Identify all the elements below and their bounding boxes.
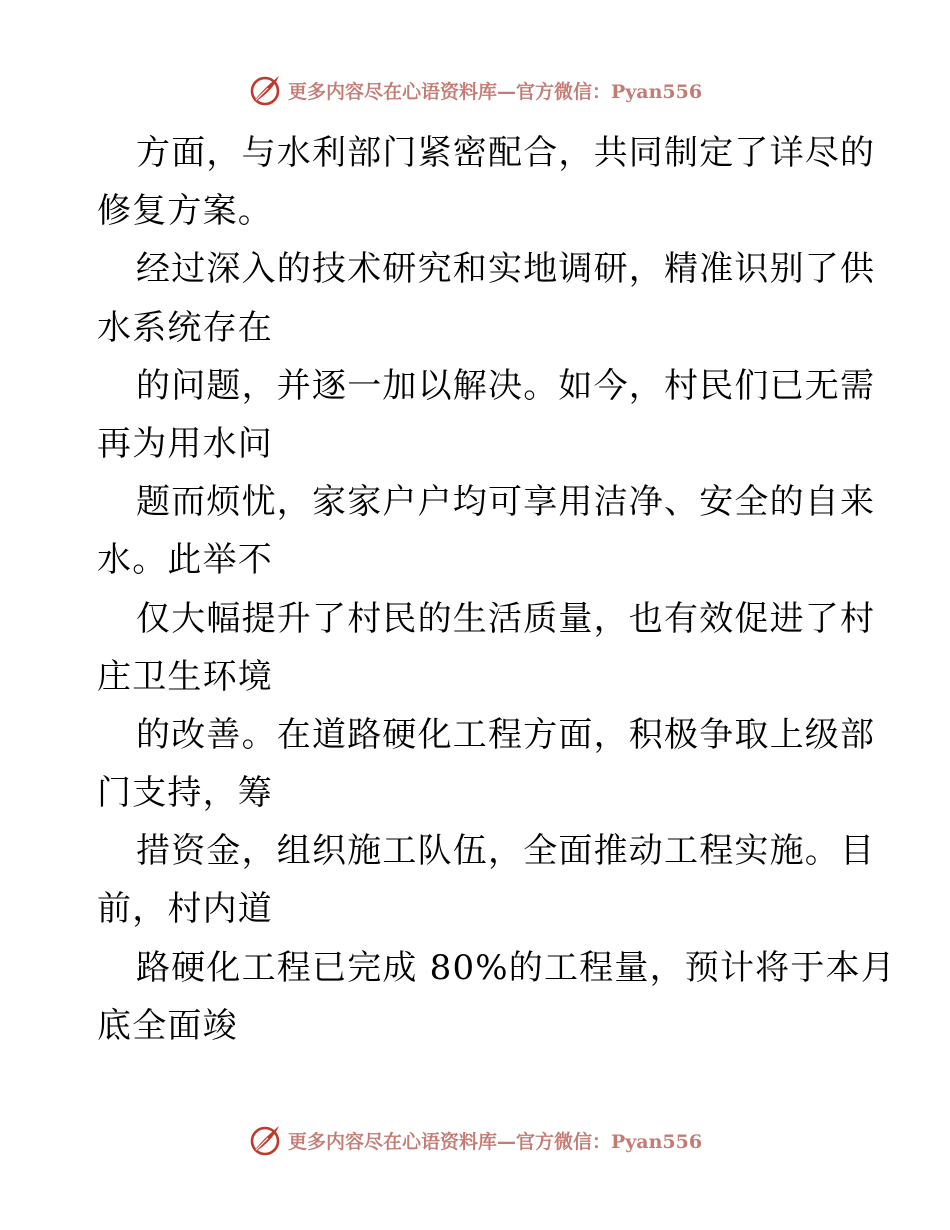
body-line: 庄卫生环境 (97, 656, 273, 697)
body-line: 门支持，筹 (97, 773, 273, 814)
body-line: 路硬化工程已完成 80%的工程量，预计将于本月 (136, 947, 896, 988)
quill-pen-logo-icon (248, 73, 282, 107)
header-watermark-text: 更多内容尽在心语资料库—官方微信：Pyan556 (287, 80, 703, 103)
footer-watermark (0, 1120, 950, 1160)
body-line: 前，村内道 (97, 889, 273, 930)
body-line: 的问题，并逐一加以解决。如今，村民们已无需 (136, 365, 876, 406)
body-line: 水系统存在 (97, 307, 273, 348)
document-body (97, 124, 896, 1055)
footer-watermark-text: 更多内容尽在心语资料库—官方微信：Pyan556 (287, 1130, 703, 1153)
body-line: 仅大幅提升了村民的生活质量，也有效促进了村 (136, 598, 876, 639)
body-line: 的改善。在道路硬化工程方面，积极争取上级部 (136, 714, 876, 755)
body-line: 方面，与水利部门紧密配合，共同制定了详尽的 (136, 133, 876, 173)
quill-pen-logo-icon (248, 1123, 282, 1157)
body-line: 底全面竣 (97, 1005, 238, 1046)
body-line: 措资金，组织施工队伍，全面推动工程实施。目 (136, 831, 876, 872)
body-line: 再为用水问 (97, 423, 273, 464)
header-watermark (0, 70, 950, 110)
body-line: 经过深入的技术研究和实地调研，精准识别了供 (136, 249, 876, 290)
body-line: 修复方案。 (97, 191, 273, 232)
body-line: 题而烦忧，家家户户均可享用洁净、安全的自来 (136, 482, 876, 523)
body-line: 水。此举不 (97, 540, 273, 581)
